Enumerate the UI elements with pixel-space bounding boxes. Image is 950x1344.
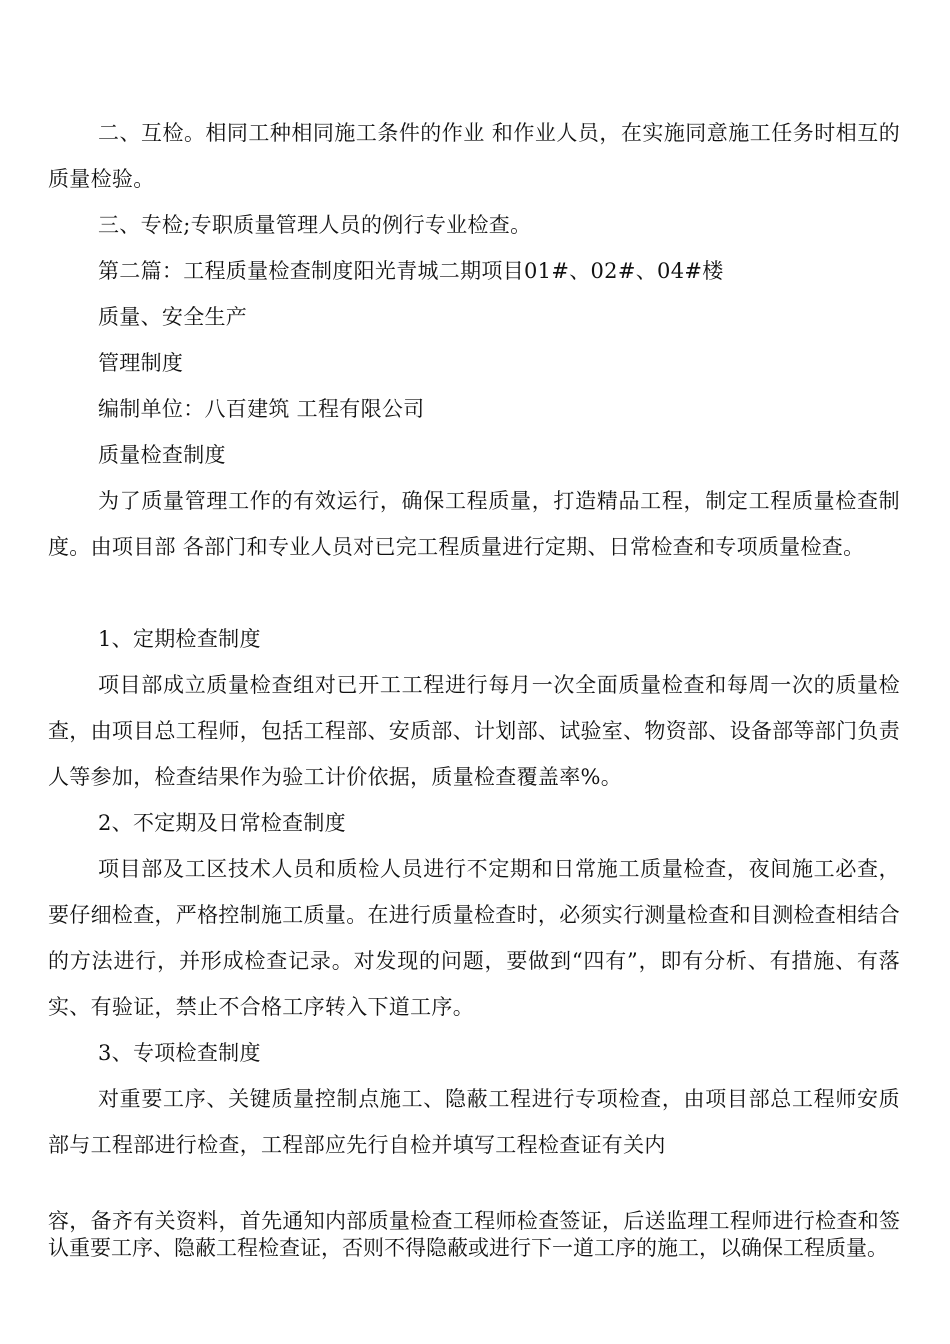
paragraph-mutual-inspection: 二、互检。相同工种相同施工条件的作业 和作业人员，在实施同意施工任务时相互的质量检验。 <box>48 121 900 191</box>
section-heading-part-two: 第二篇：工程质量检查制度阳光青城二期项目01#、02#、04#楼 <box>98 259 724 283</box>
paragraph-periodic-inspection: 项目部成立质量检查组对已开工工程进行每月一次全面质量检查和每周一次的质量检查，由项目总工程师，包括工程部、安质部、计划部、试验室、物资部、设备部等部门负责人等参加，检查结果作为验工计价依据，质量检查覆盖率%。 <box>48 673 900 789</box>
compiling-unit-line: 编制单位：八百建筑 工程有限公司 <box>98 397 425 421</box>
heading-quality-inspection-system: 质量检查制度 <box>98 443 226 467</box>
heading-irregular-inspection: 2、不定期及日常检查制度 <box>98 811 346 835</box>
paragraph-purpose: 为了质量管理工作的有效运行，确保工程质量，打造精品工程，制定工程质量检查制度。由项目部 各部门和专业人员对已完工程质量进行定期、日常检查和专项质量检查。 <box>48 489 900 559</box>
paragraph-special-inspection-detail: 对重要工序、关键质量控制点施工、隐蔽工程进行专项检查，由项目部总工程师安质部与工程部进行检查，工程部应先行自检并填写工程检查证有关内 <box>48 1087 900 1157</box>
heading-quality-safety: 质量、安全生产 <box>98 305 248 329</box>
paragraph-irregular-inspection: 项目部及工区技术人员和质检人员进行不定期和日常施工质量检查，夜间施工必查，要仔细检查，严格控制施工质量。在进行质量检查时，必须实行测量检查和目测检查相结合的方法进行，并形成检查记录。对发现的问题，要做到“四有”，即有分析、有措施、有落实、有验证，禁止不合格工序转入下道工序。 <box>48 857 900 1019</box>
heading-periodic-inspection: 1、定期检查制度 <box>98 627 261 651</box>
heading-management-system: 管理制度 <box>98 351 184 375</box>
paragraph-continuation: 容，备齐有关资料，首先通知内部质量检查工程师检查签证，后送监理工程师进行检查和签认重要工序、隐蔽工程检查证，否则不得隐蔽或进行下一道工序的施工，以确保工程质量。 <box>48 1209 900 1260</box>
heading-special-inspection: 3、专项检查制度 <box>98 1041 261 1065</box>
paragraph-special-inspection: 三、专检;专职质量管理人员的例行专业检查。 <box>98 213 532 237</box>
